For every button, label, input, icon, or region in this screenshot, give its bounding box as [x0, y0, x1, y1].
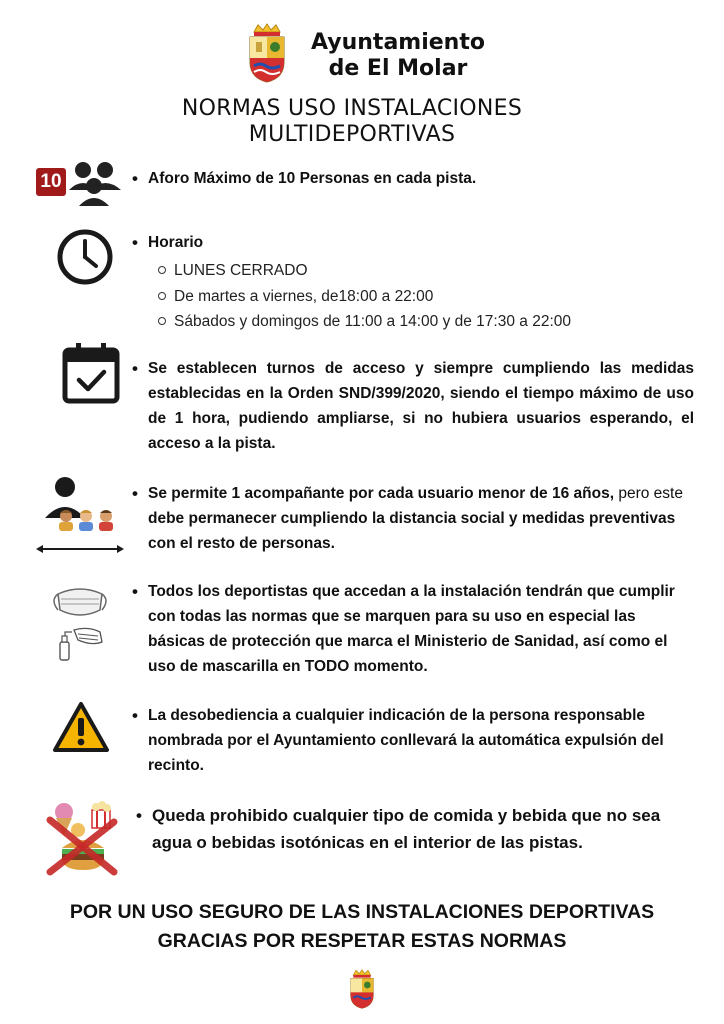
rule-capacity — [132, 166, 694, 191]
footer-line1: POR UN USO SEGURO DE LAS INSTALACIONES DEPORTIVAS — [69, 901, 655, 923]
mask-sanitizer-icon — [48, 582, 112, 664]
rule-schedule — [132, 230, 694, 255]
bullet: • — [132, 169, 138, 188]
bullet: • — [132, 706, 138, 725]
organization-name-line1: Ayuntamiento — [311, 30, 485, 55]
schedule-item — [174, 309, 571, 334]
footer-message — [0, 898, 724, 956]
rule-companion-part2: pero este — [618, 485, 683, 502]
rule-hygiene — [132, 579, 694, 679]
rule-turns — [132, 356, 694, 456]
rule-capacity-text: Aforo Máximo de 10 Personas en cada pista. — [148, 170, 477, 187]
rule-food — [136, 802, 690, 856]
schedule-item-text: De martes a viernes, de18:00 a 22:00 — [174, 288, 434, 305]
rule-hygiene-text: Todos los deportistas que accedan a la instalación tendrán que cumplir con todas las normas que se marquen para su uso en especial las básicas de protección que marca el Ministerio de Sanidad, así como el uso de mascarilla en TODO momento. — [148, 583, 675, 675]
calendar-check-icon — [62, 342, 120, 404]
capacity-badge: 10 — [36, 168, 66, 196]
sub-bullet — [158, 266, 166, 274]
organization-name-line2: de El Molar — [328, 56, 468, 81]
capacity-icon-group — [36, 160, 122, 208]
sub-bullet — [158, 317, 166, 325]
bullet: • — [132, 359, 138, 378]
schedule-item — [174, 284, 433, 309]
bullet: • — [136, 806, 142, 825]
rule-turns-text: Se establecen turnos de acceso y siempre cumpliendo las medidas establecidas en la Orden SND/399/2020, siendo el tiempo máximo de uso de 1 hora, pudiendo ampliarse, si no hubiera usuarios esperando, el acceso a la pista. — [148, 360, 694, 452]
footer-line2: GRACIAS POR RESPETAR ESTAS NORMAS — [157, 930, 567, 952]
page-title-line2: MULTIDEPORTIVAS — [248, 122, 456, 147]
schedule-item-text: LUNES CERRADO — [174, 262, 308, 279]
rule-food-text: Queda prohibido cualquier tipo de comida y bebida que no sea agua o bebidas isotónicas en el interior de las pistas. — [152, 806, 661, 852]
rule-companion — [132, 481, 694, 556]
schedule-item — [174, 258, 308, 283]
bullet: • — [132, 484, 138, 503]
adult-children-distance-icon — [34, 476, 126, 558]
schedule-heading: Horario — [148, 234, 204, 251]
warning-icon — [52, 701, 110, 753]
rule-disobedience-text: La desobediencia a cualquier indicación de la persona responsable nombrada por el Ayuntamiento conllevará la automática expulsión del recinto. — [148, 707, 664, 774]
rule-companion-part1: Se permite 1 acompañante por cada usuario menor de 16 años, — [148, 485, 615, 502]
people-group-icon — [67, 160, 123, 208]
coat-of-arms-logo — [246, 22, 288, 84]
page-title-line1: NORMAS USO INSTALACIONES — [181, 96, 523, 121]
rule-companion-part3: debe permanecer cumpliendo la distancia social y medidas preventivas con el resto de personas. — [148, 510, 676, 552]
bullet: • — [132, 233, 138, 252]
footer-coat-of-arms-logo — [348, 968, 376, 1010]
page-title — [0, 96, 704, 148]
bullet: • — [132, 582, 138, 601]
no-food-icon — [44, 800, 120, 880]
organization-name — [298, 30, 498, 82]
rule-disobedience — [132, 703, 694, 778]
sub-bullet — [158, 292, 166, 300]
schedule-item-text: Sábados y domingos de 11:00 a 14:00 y de 17:30 a 22:00 — [174, 313, 571, 330]
clock-icon — [56, 228, 114, 286]
